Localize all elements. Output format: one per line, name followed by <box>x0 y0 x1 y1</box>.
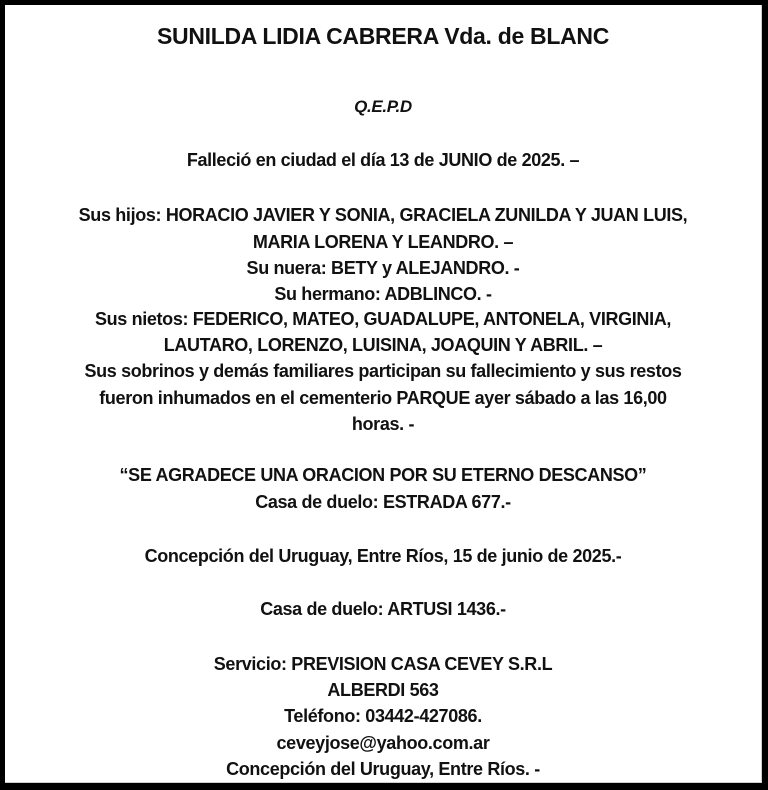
family-line-children-cont: MARIA LORENA Y LEANDRO. – <box>252 232 514 252</box>
family-line-brother: Su hermano: ADBLINCO. - <box>274 284 492 304</box>
family-line-burial: fueron inhumados en el cementerio PARQUE ayer sábado a las 16,00 <box>99 388 667 408</box>
family-line-daughter-in-law: Su nuera: BETY y ALEJANDRO. - <box>246 258 520 278</box>
family-line-hours: horas. - <box>351 414 415 434</box>
deceased-name-title: SUNILDA LIDIA CABRERA Vda. de BLANC <box>156 23 610 49</box>
family-line-grandchildren: Sus nietos: FEDERICO, MATEO, GUADALUPE, ANTONELA, VIRGINIA, <box>94 309 672 329</box>
funeral-service-phone: Teléfono: 03442-427086. <box>284 706 482 726</box>
funeral-service-name: Servicio: PREVISION CASA CEVEY S.R.L <box>213 654 553 674</box>
family-line-children: Sus hijos: HORACIO JAVIER Y SONIA, GRACIELA ZUNILDA Y JUAN LUIS, <box>78 205 688 225</box>
funeral-service-address: ALBERDI 563 <box>327 680 439 700</box>
death-date-line: Falleció en ciudad el día 13 de JUNIO de 2025. – <box>186 150 580 170</box>
mourning-house-1: Casa de duelo: ESTRADA 677.- <box>255 492 511 512</box>
mourning-house-2: Casa de duelo: ARTUSI 1436.- <box>260 599 506 619</box>
family-line-relatives: Sus sobrinos y demás familiares participan su fallecimiento y sus restos <box>84 361 682 381</box>
funeral-service-city: Concepción del Uruguay, Entre Ríos. - <box>226 759 540 779</box>
obituary-notice <box>5 5 762 783</box>
funeral-service-email: ceveyjose@yahoo.com.ar <box>276 733 490 753</box>
family-line-grandchildren-cont: LAUTARO, LORENZO, LUISINA, JOAQUIN Y ABRIL. – <box>163 335 603 355</box>
place-and-date: Concepción del Uruguay, Entre Ríos, 15 de junio de 2025.- <box>144 546 622 566</box>
prayer-request: “SE AGRADECE UNA ORACION POR SU ETERNO DESCANSO” <box>119 465 647 485</box>
qepd-label: Q.E.P.D <box>354 97 412 116</box>
